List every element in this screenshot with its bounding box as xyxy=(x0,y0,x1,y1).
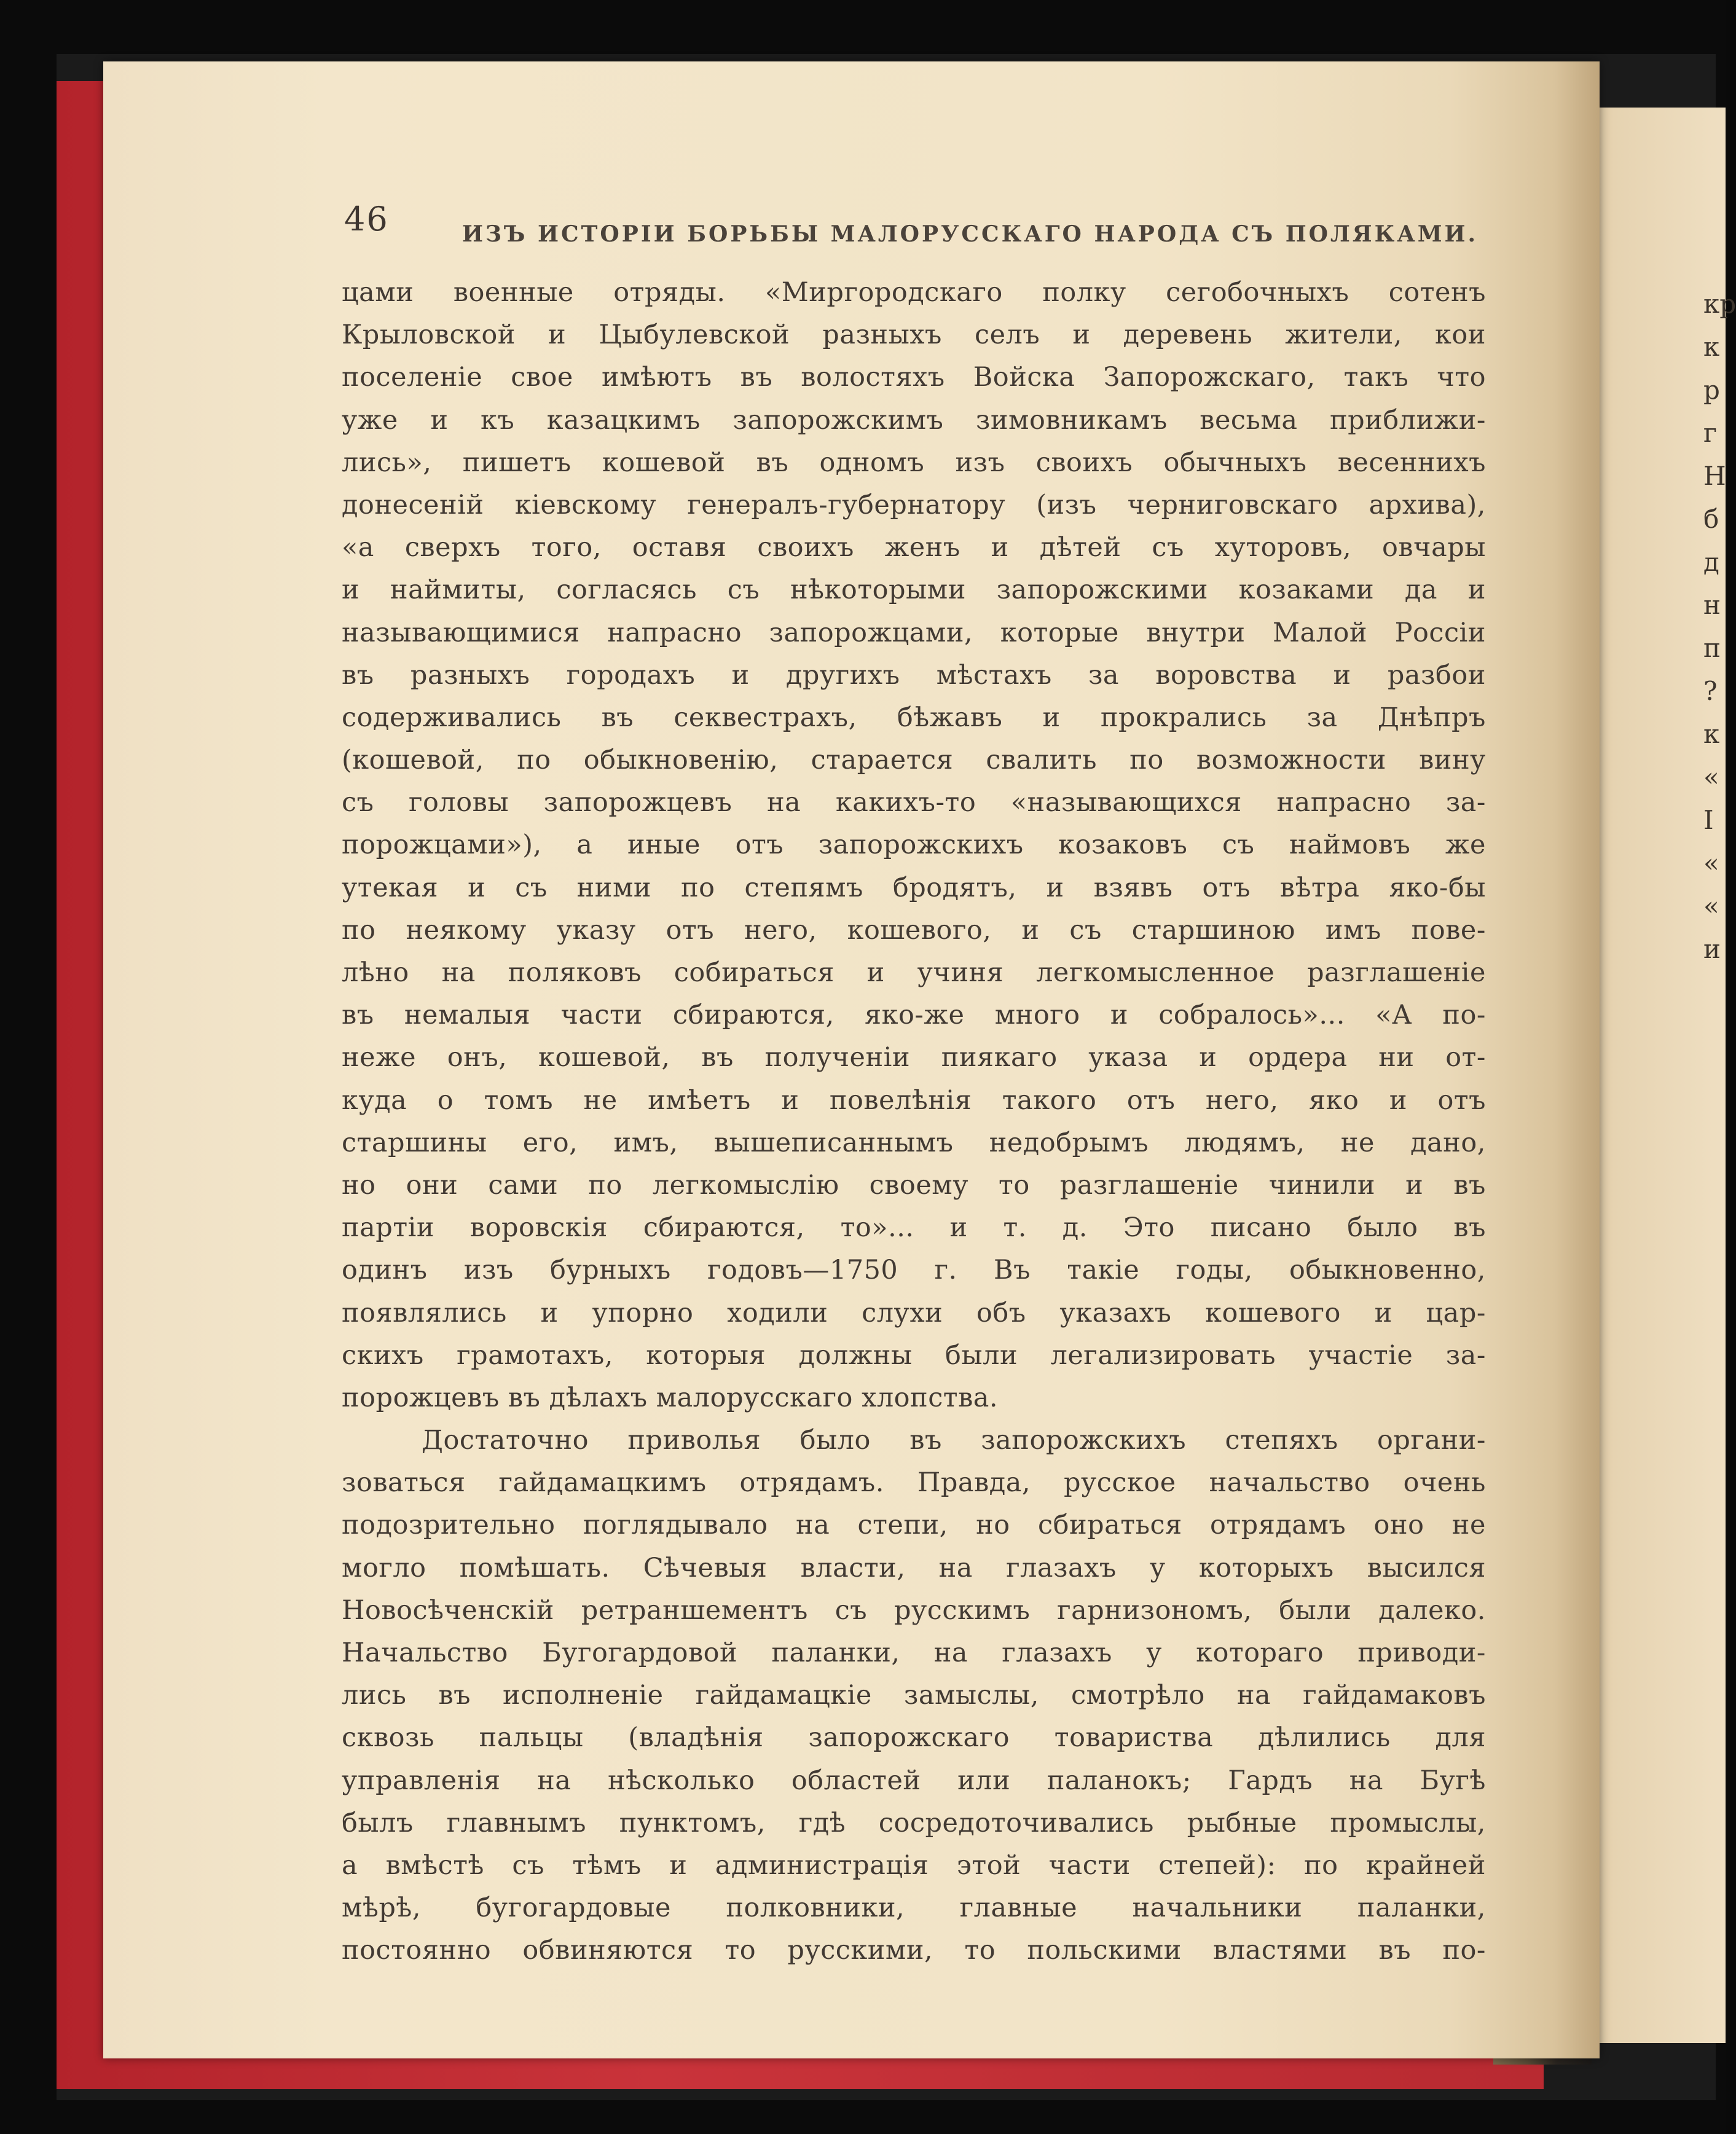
text-line: управленія на нѣсколько областей или паланокъ; Гардъ на Бугѣ xyxy=(342,1765,1486,1796)
text-line: появлялись и упорно ходили слухи объ указахъ кошевого и цар- xyxy=(342,1297,1486,1328)
text-line: могло помѣшать. Сѣчевыя власти, на глазахъ у которыхъ высился xyxy=(342,1552,1486,1583)
text-line: цами военные отряды. «Миргородскаго полку сегобочныхъ сотенъ xyxy=(342,277,1486,308)
text-line: Начальство Бугогардовой паланки, на глазахъ у котораго приводи- xyxy=(342,1638,1486,1668)
text-line: въ разныхъ городахъ и другихъ мѣстахъ за воровства и разбои xyxy=(342,659,1486,691)
facing-page-glyph: І xyxy=(1703,805,1714,835)
text-line: скихъ грамотахъ, которыя должны были легализировать участіе за- xyxy=(342,1340,1486,1371)
text-line: лѣно на поляковъ собираться и учиня легкомысленное разглашеніе xyxy=(342,957,1486,988)
text-line: по неякому указу отъ него, кошевого, и съ старшиною имъ пове- xyxy=(342,914,1486,946)
text-line: Достаточно приволья было въ запорожскихъ степяхъ органи- xyxy=(422,1425,1486,1456)
running-head: ИЗЪ ИСТОРІИ БОРЬБЫ МАЛОРУССКАГО НАРОДА СЪ ПОЛЯКАМИ. xyxy=(462,221,1479,247)
text-line: уже и къ казацкимъ запорожскимъ зимовникамъ весьма приближи- xyxy=(342,404,1486,436)
text-line: донесеній кіевскому генералъ-губернатору (изъ черниговскаго архива), xyxy=(342,489,1486,520)
text-line: сквозь пальцы (владѣнія запорожскаго товариства дѣлились для xyxy=(342,1722,1486,1754)
text-line: поселеніе свое имѣютъ въ волостяхъ Войска Запорожскаго, такъ что xyxy=(342,362,1486,393)
facing-page-glyph: б xyxy=(1703,504,1719,534)
text-line: партіи воровскія сбираются, то»... и т. д. Это писано было въ xyxy=(342,1212,1486,1244)
text-line: «а сверхъ того, оставя своихъ женъ и дѣтей съ хуторовъ, овчары xyxy=(342,532,1486,563)
facing-page-glyph: « xyxy=(1703,848,1719,878)
facing-page-glyph: к xyxy=(1703,332,1720,362)
facing-page-glyph: Н xyxy=(1703,461,1726,491)
text-line: содерживались въ секвестрахъ, бѣжавъ и прокрались за Днѣпръ xyxy=(342,702,1486,733)
facing-page-glyph: к xyxy=(1703,719,1720,749)
text-line: Новосѣченскій ретраншементъ съ русскимъ гарнизономъ, были далеко. xyxy=(342,1595,1486,1626)
facing-page-glyph: « xyxy=(1703,891,1719,921)
text-line: былъ главнымъ пунктомъ, гдѣ сосредоточивались рыбные промыслы, xyxy=(342,1807,1486,1838)
facing-page-glyph: д xyxy=(1703,547,1719,577)
text-line: зоваться гайдамацкимъ отрядамъ. Правда, русское начальство очень xyxy=(342,1467,1486,1499)
text-line: Крыловской и Цыбулевской разныхъ селъ и деревень жители, кои xyxy=(342,320,1486,351)
text-line: лись», пишетъ кошевой въ одномъ изъ своихъ обычныхъ весеннихъ xyxy=(342,447,1486,478)
facing-page-glyph: и xyxy=(1703,934,1721,964)
facing-page-glyph: н xyxy=(1703,590,1721,620)
facing-page-glyph: « xyxy=(1703,762,1719,792)
text-line: мѣрѣ, бугогардовые полковники, главные начальники паланки, xyxy=(342,1893,1486,1924)
facing-page-glyph: г xyxy=(1703,418,1718,448)
text-line: одинъ изъ бурныхъ годовъ—1750 г. Въ такіе годы, обыкновенно, xyxy=(342,1255,1486,1286)
text-line: называющимися напрасно запорожцами, которые внутри Малой Россіи xyxy=(342,617,1486,648)
text-line: съ головы запорожцевъ на какихъ-то «называющихся напрасно за- xyxy=(342,787,1486,818)
text-line: лись въ исполненіе гайдамацкіе замыслы, смотрѣло на гайдамаковъ xyxy=(342,1680,1486,1711)
text-line: въ немалыя части сбираются, яко-же много и собралось»... «А по- xyxy=(342,1000,1486,1031)
text-line: порожцевъ въ дѣлахъ малорусскаго хлопства. xyxy=(342,1382,999,1413)
text-line: но они сами по легкомыслію своему то разглашеніе чинили и въ xyxy=(342,1169,1486,1201)
text-line: и наймиты, согласясь съ нѣкоторыми запорожскими козаками да и xyxy=(342,575,1486,606)
body-text xyxy=(342,272,1486,1972)
text-line: постоянно обвиняются то русскими, то польскими властями въ по- xyxy=(342,1935,1486,1966)
text-line: (кошевой, по обыкновенію, старается свалить по возможности вину xyxy=(342,745,1486,776)
facing-page-glyph: ? xyxy=(1703,676,1718,706)
text-line: утекая и съ ними по степямъ бродятъ, и взявъ отъ вѣтра яко-бы xyxy=(342,872,1486,903)
text-line: порожцами»), а иные отъ запорожскихъ козаковъ съ наймовъ же xyxy=(342,830,1486,861)
text-line: неже онъ, кошевой, въ полученіи пиякаго указа и ордера ни от- xyxy=(342,1042,1486,1073)
facing-page-glyph: кр xyxy=(1703,289,1736,319)
text-line: старшины его, имъ, вышеписаннымъ недобрымъ людямъ, не дано, xyxy=(342,1127,1486,1158)
facing-page-glyph: р xyxy=(1703,375,1720,405)
facing-page-glyph: п xyxy=(1703,633,1721,663)
page-number: 46 xyxy=(344,200,389,238)
text-line: подозрительно поглядывало на степи, но сбираться отрядамъ оно не xyxy=(342,1510,1486,1541)
text-line: куда о томъ не имѣетъ и повелѣнія такого отъ него, яко и отъ xyxy=(342,1085,1486,1116)
text-line: а вмѣстѣ съ тѣмъ и администрація этой части степей): по крайней xyxy=(342,1850,1486,1881)
